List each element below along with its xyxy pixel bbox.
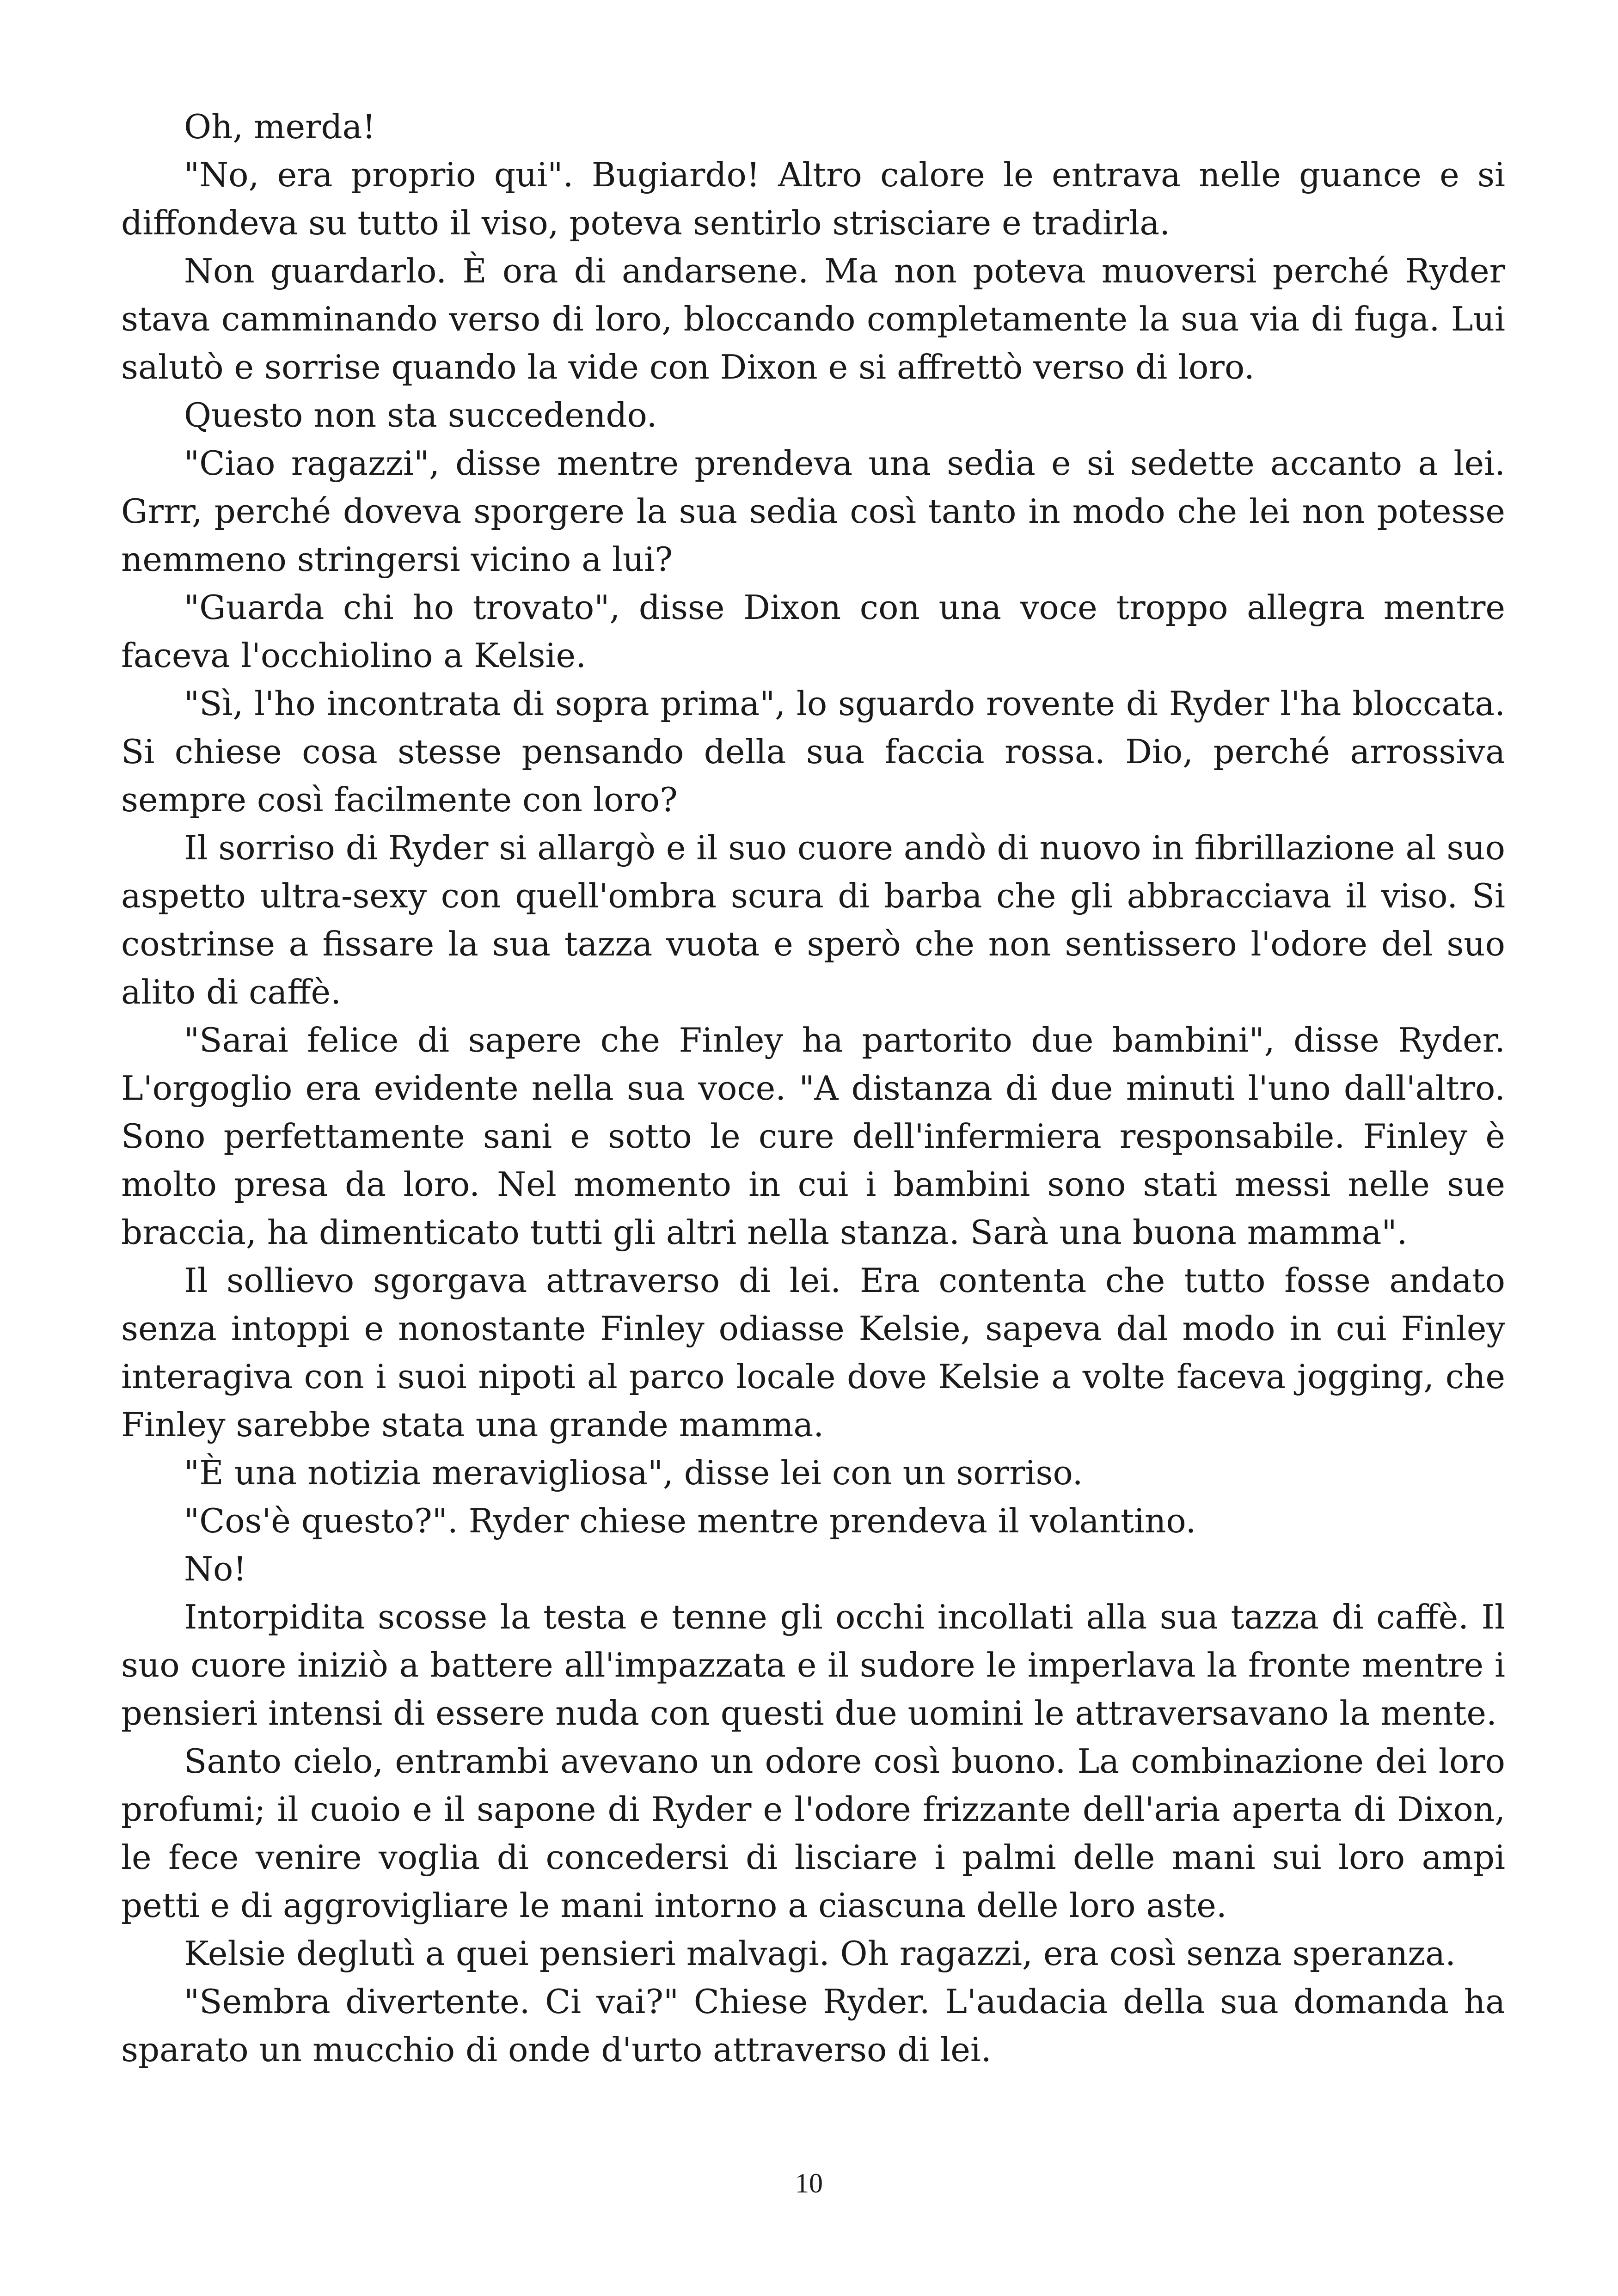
paragraph: Il sollievo sgorgava attraverso di lei. Era contenta che tutto fosse andato senza intoppi e nonostante Finley odiasse Kelsie, sapeva dal modo in cui Finley interagiva con i suoi nipoti al parco locale dove Kelsie a volte faceva jogging, che Finley sarebbe stata una grande mamma. <box>121 1261 1505 1444</box>
paragraph: Oh, merda! <box>184 107 376 146</box>
paragraph: "No, era proprio qui". Bugiardo! Altro calore le entrava nelle guance e si diffondeva su tutto il viso, poteva sentirlo strisciare e tradirla. <box>121 155 1505 242</box>
paragraph: Il sorriso di Ryder si allargò e il suo cuore andò di nuovo in fibrillazione al suo aspetto ultra-sexy con quell'ombra scura di barba che gli abbracciava il viso. Si costrinse a fissare la sua tazza vuota e sperò che non sentissero l'odore del suo alito di caffè. <box>121 828 1505 1011</box>
paragraph: No! <box>184 1549 247 1588</box>
body-text <box>121 103 1505 2074</box>
paragraph: Non guardarlo. È ora di andarsene. Ma non poteva muoversi perché Ryder stava camminando verso di loro, bloccando completamente la sua via di fuga. Lui salutò e sorrise quando la vide con Dixon e si affrettò verso di loro. <box>121 251 1505 386</box>
paragraph: "Sì, l'ho incontrata di sopra prima", lo sguardo rovente di Ryder l'ha bloccata. Si chiese cosa stesse pensando della sua faccia rossa. Dio, perché arrossiva sempre così facilmente con loro? <box>121 684 1505 819</box>
paragraph: "Sarai felice di sapere che Finley ha partorito due bambini", disse Ryder. L'orgoglio era evidente nella sua voce. "A distanza di due minuti l'uno dall'altro. Sono perfettamente sani e sotto le cure dell'infermiera responsabile. Finley è molto presa da loro. Nel momento in cui i bambini sono stati messi nelle sue braccia, ha dimenticato tutti gli altri nella stanza. Sarà una buona mamma". <box>121 1021 1505 1252</box>
paragraph: "Ciao ragazzi", disse mentre prendeva una sedia e si sedette accanto a lei. Grrr, perché doveva sporgere la sua sedia così tanto in modo che lei non potesse nemmeno stringersi vicino a lui? <box>121 444 1505 579</box>
paragraph: "È una notizia meravigliosa", disse lei con un sorriso. <box>184 1453 1083 1492</box>
paragraph: Santo cielo, entrambi avevano un odore così buono. La combinazione dei loro profumi; il cuoio e il sapone di Ryder e l'odore frizzante dell'aria aperta di Dixon, le fece venire voglia di concedersi di lisciare i palmi delle mani sui loro ampi petti e di aggrovigliare le mani intorno a ciascuna delle loro aste. <box>121 1742 1505 1925</box>
paragraph: Kelsie deglutì a quei pensieri malvagi. Oh ragazzi, era così senza speranza. <box>184 1934 1456 1973</box>
page-number: 10 <box>795 2168 823 2198</box>
paragraph: "Sembra divertente. Ci vai?" Chiese Ryder. L'audacia della sua domanda ha sparato un mucchio di onde d'urto attraverso di lei. <box>121 1982 1505 2069</box>
paragraph: "Cos'è questo?". Ryder chiese mentre prendeva il volantino. <box>184 1501 1196 1540</box>
paragraph: Intorpidita scosse la testa e tenne gli occhi incollati alla sua tazza di caffè. Il suo cuore iniziò a battere all'impazzata e il sudore le imperlava la fronte mentre i pensieri intensi di essere nuda con questi due uomini le attraversavano la mente. <box>121 1598 1505 1733</box>
paragraph: "Guarda chi ho trovato", disse Dixon con una voce troppo allegra mentre faceva l'occhiolino a Kelsie. <box>121 588 1505 675</box>
paragraph: Questo non sta succedendo. <box>184 396 657 435</box>
